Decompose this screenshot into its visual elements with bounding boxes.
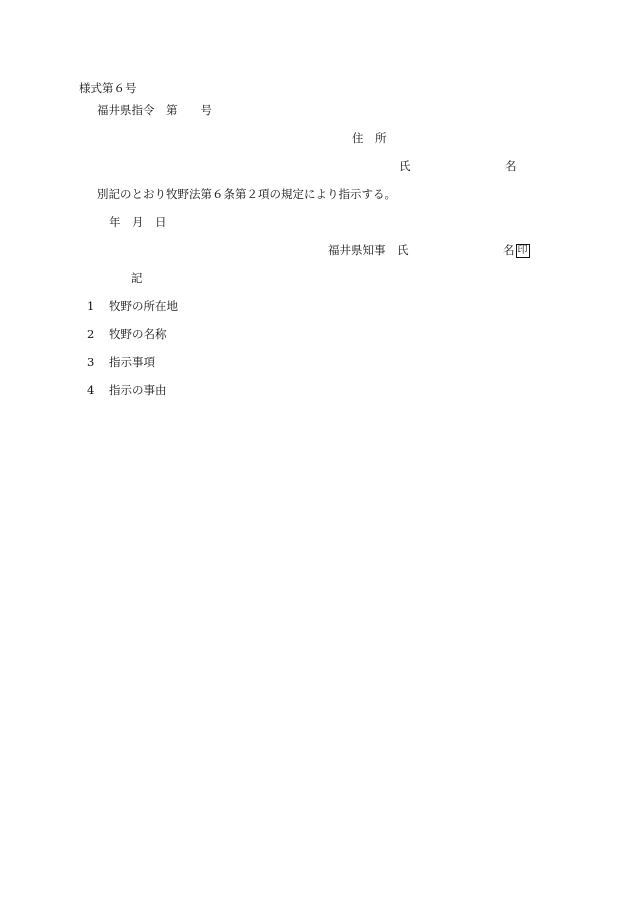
list-item-number: 3	[87, 355, 95, 369]
recipient-name-label-left: 氏	[399, 159, 411, 173]
list-item-pasture-location: 牧野の所在地	[109, 299, 178, 313]
directive-number: 福井県指令 第 号	[97, 103, 212, 117]
list-item-pasture-name: 牧野の名称	[109, 327, 167, 341]
issuer-label: 福井県知事 氏	[328, 243, 409, 257]
list-item-number: 2	[87, 327, 95, 341]
instruction-body-text: 別記のとおり牧野法第６条第２項の規定により指示する。	[97, 187, 396, 201]
appendix-heading: 記	[131, 271, 143, 285]
list-item-number: 4	[87, 383, 95, 397]
issuer-name-right: 名	[503, 243, 515, 257]
list-item-number: 1	[87, 299, 95, 313]
recipient-address-label: 住 所	[352, 131, 387, 145]
list-item-instruction-reason: 指示の事由	[109, 383, 167, 397]
issuer-name-with-seal	[503, 244, 530, 258]
date-line: 年 月 日	[109, 215, 167, 229]
form-number: 様式第６号	[79, 81, 137, 95]
seal-mark: 印	[517, 245, 528, 256]
list-item-instruction-matters: 指示事項	[109, 355, 155, 369]
recipient-name-label-right: 名	[505, 159, 517, 173]
